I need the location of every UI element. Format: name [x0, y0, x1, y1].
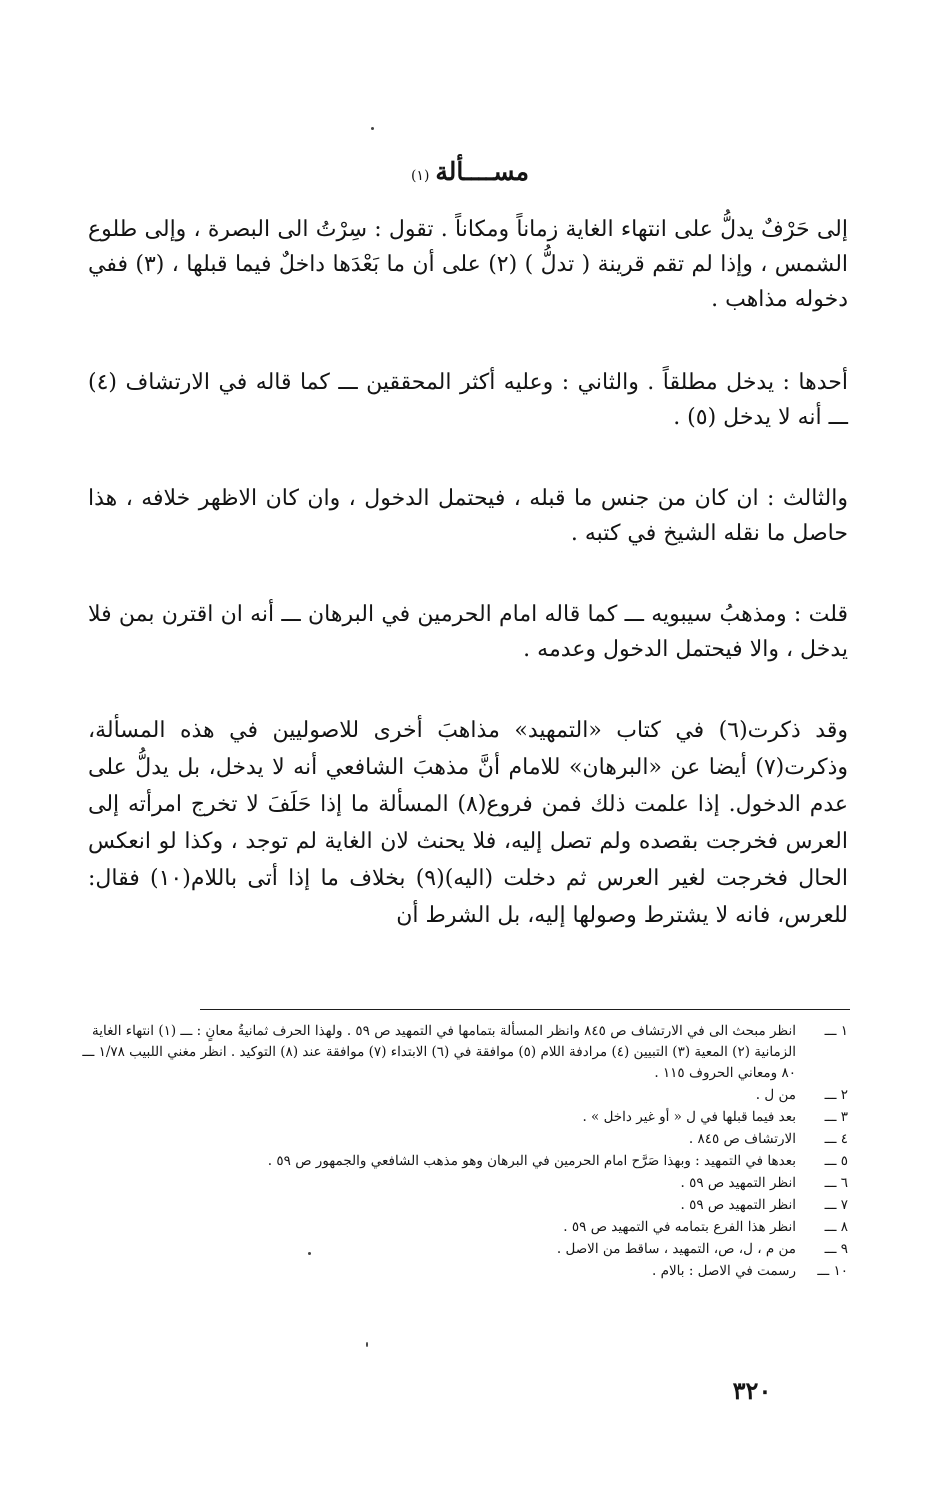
footnote-number: ٧ ـــ [824, 1197, 848, 1213]
footnote-number: ٤ ـــ [824, 1131, 848, 1147]
footnote-item [78, 1107, 848, 1128]
footnote-number: ٩ ـــ [824, 1241, 848, 1257]
footnote-text: الارتشاف ص ٨٤٥ . [688, 1131, 796, 1147]
footnote-number: ٦ ـــ [824, 1175, 848, 1191]
footnote-item [78, 1217, 848, 1238]
footnote-text: بعدها في التمهيد : وبهذا صَرَّح امام الحرمين في البرهان وهو مذهب الشافعي والجمهور ص ٥٩ . [267, 1153, 796, 1169]
footnote-text: انظر هذا الفرع بتمامه في التمهيد ص ٥٩ . [563, 1219, 796, 1235]
scan-speck [371, 127, 374, 130]
footnote-item [78, 1151, 848, 1172]
footnote-number: ٥ ـــ [824, 1153, 848, 1169]
scan-speck [308, 1252, 311, 1255]
footnote-text: من ل . [755, 1087, 796, 1103]
footnote-number: ٨ ـــ [824, 1219, 848, 1235]
footnote-number: ١ ـــ [824, 1023, 848, 1039]
page-number: ٣٢٠ [732, 1376, 772, 1405]
footnote-number: ١٠ ـــ [817, 1263, 848, 1279]
paragraph-2: أحدها : يدخل مطلقاً . والثاني : وعليه أكثر المحققين ـــ كما قاله في الارتشاف (٤) ـــ أنه لا يدخل (٥) . [88, 370, 848, 430]
footnote-item [78, 1129, 848, 1150]
footnote-separator-line [200, 1009, 850, 1010]
paragraph-3: والثالث : ان كان من جنس ما قبله ، فيحتمل الدخول ، وان كان الاظهر خلافه ، هذا حاصل ما نقله الشيخ في كتبه . [88, 486, 848, 546]
section-title-footnote-ref: (١) [410, 167, 430, 184]
paragraph-5: وقد ذكرت(٦) في كتاب «التمهيد» مذاهبَ أخرى للاصوليين في هذه المسألة، وذكرت(٧) أيضا عن «البرهان» للامام أنَّ مذهبَ الشافعي أنه لا يدخل، بل يدلُّ على عدم الدخول. إذا علمت ذلك فمن فروع(٨) المسألة ما إذا حَلَفَ لا تخرج امرأته إلى العرس فخرجت بقصده ولم تصل إليه، فلا يحنث لان الغاية لم توجد ، وكذا لو انعكس الحال فخرجت لغير العرس ثم دخلت (اليه)(٩) بخلاف ما إذا أتى باللام(١٠) فقال: للعرس، فانه لا يشترط وصولها إليه، بل الشرط أن [88, 718, 849, 928]
footnote-number: ٢ ـــ [824, 1087, 848, 1103]
footnote-text: انظر مبحث الى في الارتشاف ص ٨٤٥ وانظر المسألة بتمامها في التمهيد ص ٥٩ . ولهذا الحرف ثمانيةُ معانٍ : ـــ (١) انتهاء الغاية الزمانية (٢) المعية (٣) التبيين (٤) مرادفة اللام (٥) موافقة في (٦) الابتداء (٧) موافقة عند (٨) التوكيد . انظر مغني اللبيب ١/٧٨ ـــ ٨٠ ومعاني الحروف ١١٥ . [82, 1023, 796, 1081]
footnote-number: ٣ ـــ [824, 1109, 848, 1125]
scan-speck [366, 1342, 368, 1347]
paragraph-4: قلت : ومذهبُ سيبويه ـــ كما قاله امام الحرمين في البرهان ـــ أنه ان اقترن بمن فلا يدخل ، والا فيحتمل الدخول وعدمه . [88, 602, 848, 662]
footnote-text: انظر التمهيد ص ٥٩ . [680, 1197, 796, 1213]
footnote-item [78, 1239, 848, 1260]
footnote-text: من م ، ل، ص، التمهيد ، ساقط من الاصل . [556, 1241, 796, 1257]
footnote-text: بعد فيما قبلها في ل « أو غير داخل » . [582, 1109, 796, 1125]
paragraph-1: إلى حَرْفٌ يدلُّ على انتهاء الغاية زماناً ومكاناً . تقول : سِرْتُ الى البصرة ، وإلى طلوع الشمس ، وإذا لم تقم قرينة ( تدلُّ ) (٢) على أن ما بَعْدَها داخلٌ فيما قبلها ، (٣) ففي دخوله مذاهب . [88, 217, 849, 312]
footnote-item [78, 1085, 848, 1106]
footnote-item [78, 1021, 848, 1084]
footnote-item [78, 1173, 848, 1194]
footnote-item [78, 1195, 848, 1216]
footnotes-list [78, 1021, 848, 1283]
section-title-text: مســــألة [435, 156, 530, 186]
footnote-text: رسمت في الاصل : بالام . [652, 1263, 796, 1279]
section-title [0, 157, 940, 186]
footnote-text: انظر التمهيد ص ٥٩ . [680, 1175, 796, 1191]
footnote-item [78, 1261, 848, 1282]
